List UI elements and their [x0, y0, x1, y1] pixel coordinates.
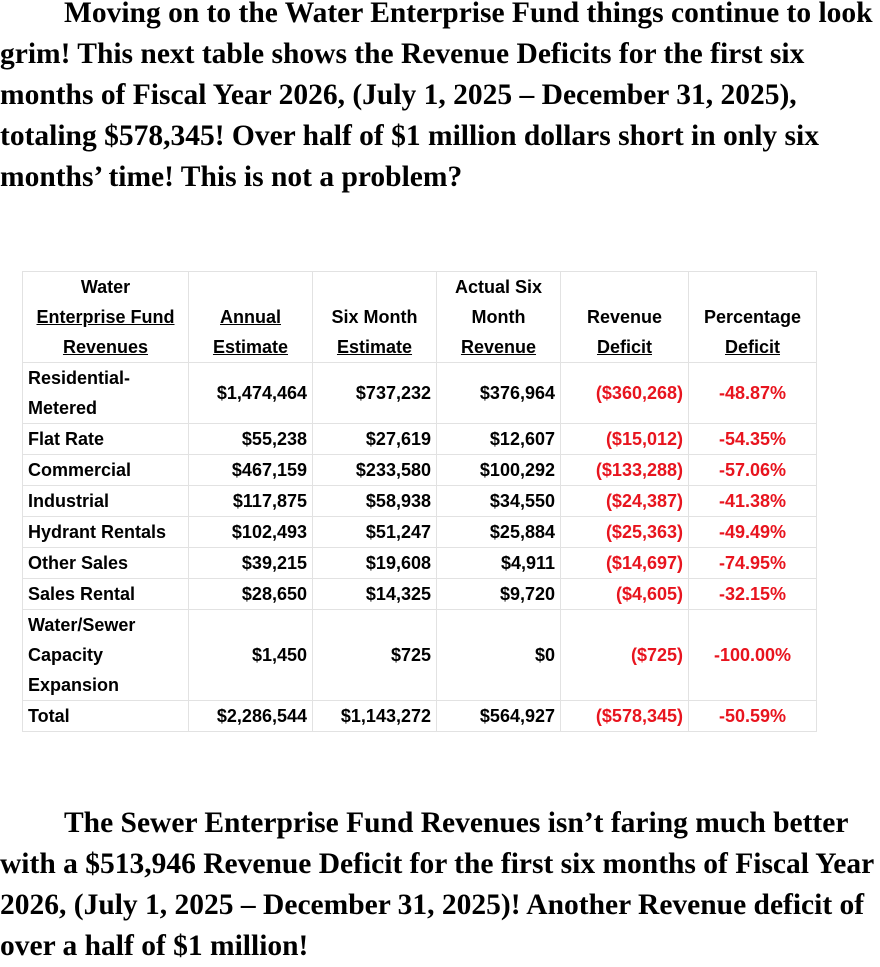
cell-six-month: $737,232 [313, 363, 437, 424]
intro-paragraph: Moving on to the Water Enterprise Fund things continue to look grim! This next table shows the Revenue Deficits for the first six months of Fiscal Year 2026, (July 1, 2025 – December 31, 2025), totaling $578,345! Over half of $1 million dollars short in only six months’ time! This is not a problem? [0, 0, 873, 193]
header-percentage-deficit: Percentage Deficit [689, 272, 817, 363]
cell-six-month: $58,938 [313, 486, 437, 517]
cell-pct: -48.87% [689, 363, 817, 424]
row-label: Other Sales [23, 548, 189, 579]
cell-pct: -100.00% [689, 610, 817, 701]
cell-six-month: $51,247 [313, 517, 437, 548]
cell-pct: -49.49% [689, 517, 817, 548]
cell-actual: $564,927 [437, 701, 561, 732]
table-header-row [23, 272, 817, 363]
cell-annual: $1,450 [189, 610, 313, 701]
cell-deficit: ($25,363) [561, 517, 689, 548]
header-six-month-estimate: Six Month Estimate [313, 272, 437, 363]
cell-deficit: ($4,605) [561, 579, 689, 610]
table-row [23, 486, 817, 517]
cell-actual: $100,292 [437, 455, 561, 486]
cell-annual: $28,650 [189, 579, 313, 610]
cell-pct: -57.06% [689, 455, 817, 486]
cell-six-month: $1,143,272 [313, 701, 437, 732]
table-row [23, 363, 817, 424]
cell-deficit: ($24,387) [561, 486, 689, 517]
cell-pct: -50.59% [689, 701, 817, 732]
row-label: Industrial [23, 486, 189, 517]
table-row [23, 455, 817, 486]
cell-six-month: $14,325 [313, 579, 437, 610]
row-label: Water/Sewer Capacity Expansion [23, 610, 189, 701]
cell-deficit: ($133,288) [561, 455, 689, 486]
cell-six-month: $233,580 [313, 455, 437, 486]
cell-annual: $467,159 [189, 455, 313, 486]
row-label: Flat Rate [23, 424, 189, 455]
row-label: Hydrant Rentals [23, 517, 189, 548]
cell-pct: -54.35% [689, 424, 817, 455]
cell-annual: $2,286,544 [189, 701, 313, 732]
cell-actual: $4,911 [437, 548, 561, 579]
table-row [23, 548, 817, 579]
table-row-total [23, 701, 817, 732]
cell-pct: -32.15% [689, 579, 817, 610]
cell-six-month: $725 [313, 610, 437, 701]
header-revenue-deficit: Revenue Deficit [561, 272, 689, 363]
cell-annual: $117,875 [189, 486, 313, 517]
cell-annual: $102,493 [189, 517, 313, 548]
cell-deficit: ($15,012) [561, 424, 689, 455]
cell-actual: $12,607 [437, 424, 561, 455]
cell-actual: $25,884 [437, 517, 561, 548]
cell-deficit: ($578,345) [561, 701, 689, 732]
header-annual-estimate: Annual Estimate [189, 272, 313, 363]
cell-actual: $9,720 [437, 579, 561, 610]
cell-pct: -41.38% [689, 486, 817, 517]
cell-actual: $34,550 [437, 486, 561, 517]
table-row [23, 517, 817, 548]
row-label: Total [23, 701, 189, 732]
cell-actual: $376,964 [437, 363, 561, 424]
cell-deficit: ($725) [561, 610, 689, 701]
cell-annual: $55,238 [189, 424, 313, 455]
cell-annual: $39,215 [189, 548, 313, 579]
cell-actual: $0 [437, 610, 561, 701]
header-revenues: Water Enterprise Fund Revenues [23, 272, 189, 363]
cell-annual: $1,474,464 [189, 363, 313, 424]
table-row [23, 610, 817, 701]
table-row [23, 424, 817, 455]
cell-pct: -74.95% [689, 548, 817, 579]
cell-six-month: $19,608 [313, 548, 437, 579]
row-label: Residential- Metered [23, 363, 189, 424]
water-fund-revenue-table [22, 271, 817, 732]
cell-deficit: ($14,697) [561, 548, 689, 579]
table-row [23, 579, 817, 610]
cell-deficit: ($360,268) [561, 363, 689, 424]
cell-six-month: $27,619 [313, 424, 437, 455]
row-label: Commercial [23, 455, 189, 486]
header-actual-six-month-revenue: Actual Six Month Revenue [437, 272, 561, 363]
row-label: Sales Rental [23, 579, 189, 610]
closing-paragraph: The Sewer Enterprise Fund Revenues isn’t faring much better with a $513,946 Revenue Deficit for the first six months of Fiscal Year 2026, (July 1, 2025 – December 31, 2025)! Another Revenue deficit of over a half of $1 million! [0, 807, 874, 962]
